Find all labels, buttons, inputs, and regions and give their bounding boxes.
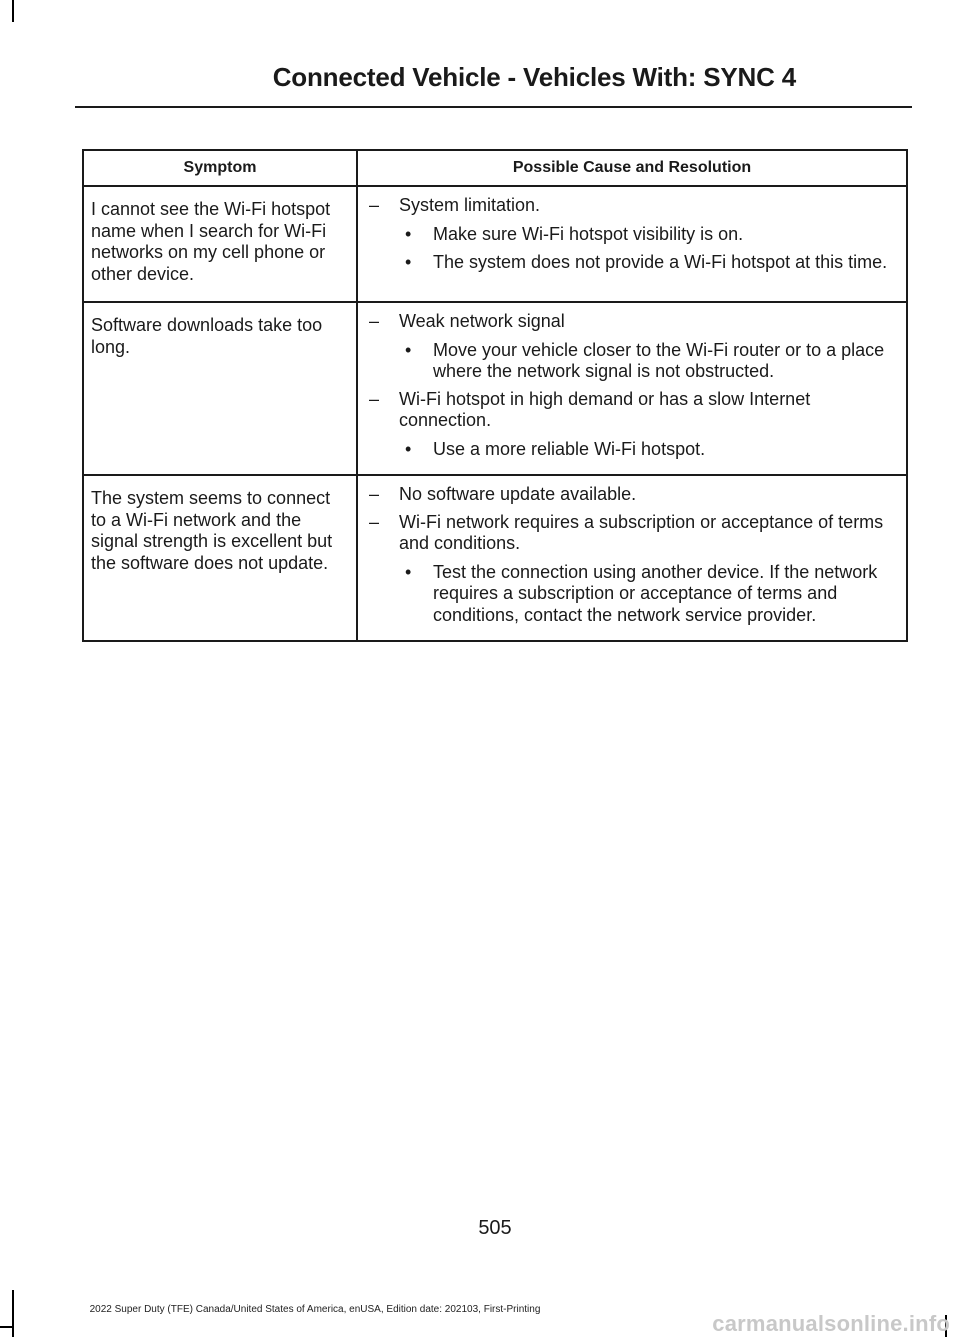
action-list bbox=[369, 340, 900, 383]
table-row bbox=[83, 186, 907, 302]
action-list bbox=[369, 224, 900, 274]
bullet-marker: • bbox=[405, 223, 412, 244]
symptom-cell: The system seems to connect to a Wi-Fi network and the signal strength is excellent but the software does not update. bbox=[83, 475, 357, 641]
action-item bbox=[369, 252, 900, 274]
column-header-symptom: Symptom bbox=[83, 150, 357, 186]
cause-text: System limitation. bbox=[399, 195, 541, 215]
action-item bbox=[369, 562, 900, 627]
crop-mark-top-left bbox=[12, 0, 14, 22]
action-text: Move your vehicle closer to the Wi-Fi router or to a place where the network signal is not obstructed. bbox=[433, 339, 885, 381]
action-text: Test the connection using another device. If the network requires a subscription or acceptance of terms and conditions, contact the network service provider. bbox=[433, 561, 878, 625]
table-row bbox=[83, 302, 907, 475]
action-item bbox=[369, 224, 900, 246]
column-header-cause: Possible Cause and Resolution bbox=[357, 150, 907, 186]
cause-text: No software update available. bbox=[399, 484, 637, 504]
cause-cell bbox=[357, 475, 907, 641]
cause-item bbox=[369, 389, 900, 461]
action-text: The system does not provide a Wi-Fi hotspot at this time. bbox=[433, 252, 888, 272]
crop-mark-bottom-left-h bbox=[0, 1326, 14, 1328]
bullet-marker: • bbox=[405, 339, 412, 360]
action-item bbox=[369, 439, 900, 461]
dash-marker: – bbox=[369, 388, 380, 409]
cause-item bbox=[369, 195, 900, 274]
cause-cell bbox=[357, 302, 907, 475]
page-number: 505 bbox=[478, 1217, 512, 1239]
symptom-cell: I cannot see the Wi-Fi hotspot name when I search for Wi-Fi networks on my cell phone or other device. bbox=[83, 186, 357, 302]
table-row bbox=[83, 475, 907, 641]
bullet-marker: • bbox=[405, 438, 412, 459]
troubleshooting-table bbox=[82, 149, 908, 642]
cause-text: Wi-Fi network requires a subscription or acceptance of terms and conditions. bbox=[399, 511, 884, 553]
site-watermark: carmanualsonline.info bbox=[712, 1311, 950, 1336]
bullet-marker: • bbox=[405, 252, 412, 272]
edition-footer: 2022 Super Duty (TFE) Canada/United States of America, enUSA, Edition date: 202103, First-Printing bbox=[89, 1304, 541, 1315]
dash-marker: – bbox=[369, 484, 380, 504]
action-list bbox=[369, 439, 900, 461]
dash-marker: – bbox=[369, 511, 380, 532]
cause-item bbox=[369, 512, 900, 627]
action-list bbox=[369, 562, 900, 627]
cause-text: Wi-Fi hotspot in high demand or has a slow Internet connection. bbox=[399, 388, 811, 430]
title-divider bbox=[75, 106, 912, 108]
page-title: Connected Vehicle - Vehicles With: SYNC 4 bbox=[272, 62, 796, 92]
cause-item bbox=[369, 484, 900, 506]
symptom-cell: Software downloads take too long. bbox=[83, 302, 357, 475]
action-text: Use a more reliable Wi-Fi hotspot. bbox=[433, 438, 706, 459]
action-item bbox=[369, 340, 900, 383]
cause-cell bbox=[357, 186, 907, 302]
bullet-marker: • bbox=[405, 561, 412, 582]
dash-marker: – bbox=[369, 195, 380, 215]
cause-text: Weak network signal bbox=[399, 311, 565, 331]
action-text: Make sure Wi-Fi hotspot visibility is on. bbox=[433, 223, 744, 244]
cause-item bbox=[369, 311, 900, 383]
dash-marker: – bbox=[369, 311, 380, 331]
table-header-row bbox=[83, 150, 907, 186]
